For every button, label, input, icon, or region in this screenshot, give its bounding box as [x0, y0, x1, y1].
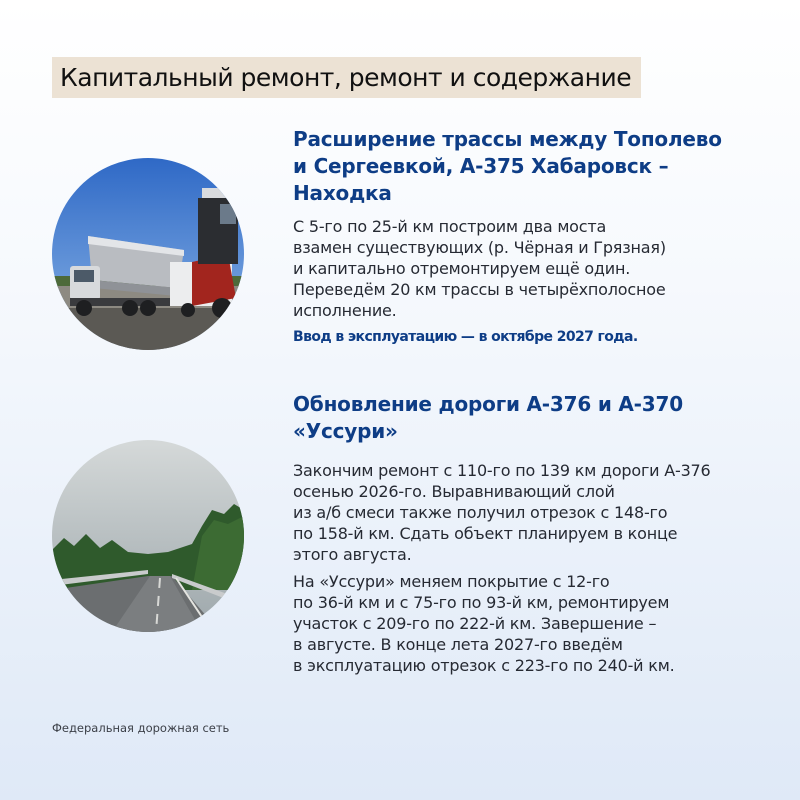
section-paragraph: Закончим ремонт с 110-го по 139 км дороги А-376 осенью 2026-го. Выравнивающий слой из а/б смеси также получил отрезок с 148-го по 158-й км. Сдать объект планируем в конце этого августа.: [293, 461, 711, 564]
section-road-widening: [293, 126, 763, 347]
page-title: Капитальный ремонт, ремонт и содержание: [60, 63, 632, 92]
commissioning-note: Ввод в эксплуатацию — в октябре 2027 года.: [293, 329, 638, 345]
section-paragraph: На «Уссури» меняем покрытие с 12-го по 36-й км и с 75-го по 93-й км, ремонтируем участок с 209-го по 222-й км. Завершение – в августе. В конце лета 2027-го введём в эксплуатацию отрезок с 223-го по 240-й км.: [293, 572, 675, 675]
dump-truck-asphalt-paver-photo: [52, 158, 244, 350]
section-title: Расширение трассы между Тополево и Сергеевкой, А-375 Хабаровск – Находка: [293, 127, 722, 205]
section-road-renewal: [293, 391, 763, 676]
section-paragraph: С 5-го по 25-й км построим два моста взамен существующих (р. Чёрная и Грязная) и капитально отремонтируем ещё один. Переведём 20 км трассы в четырёхполосное исполнение.: [293, 217, 666, 320]
page-title-banner: [52, 57, 641, 98]
footer-source: Федеральная дорожная сеть: [52, 721, 230, 735]
section-title: Обновление дороги А-376 и А-370 «Уссури»: [293, 392, 683, 443]
highway-road-photo: [52, 440, 244, 632]
